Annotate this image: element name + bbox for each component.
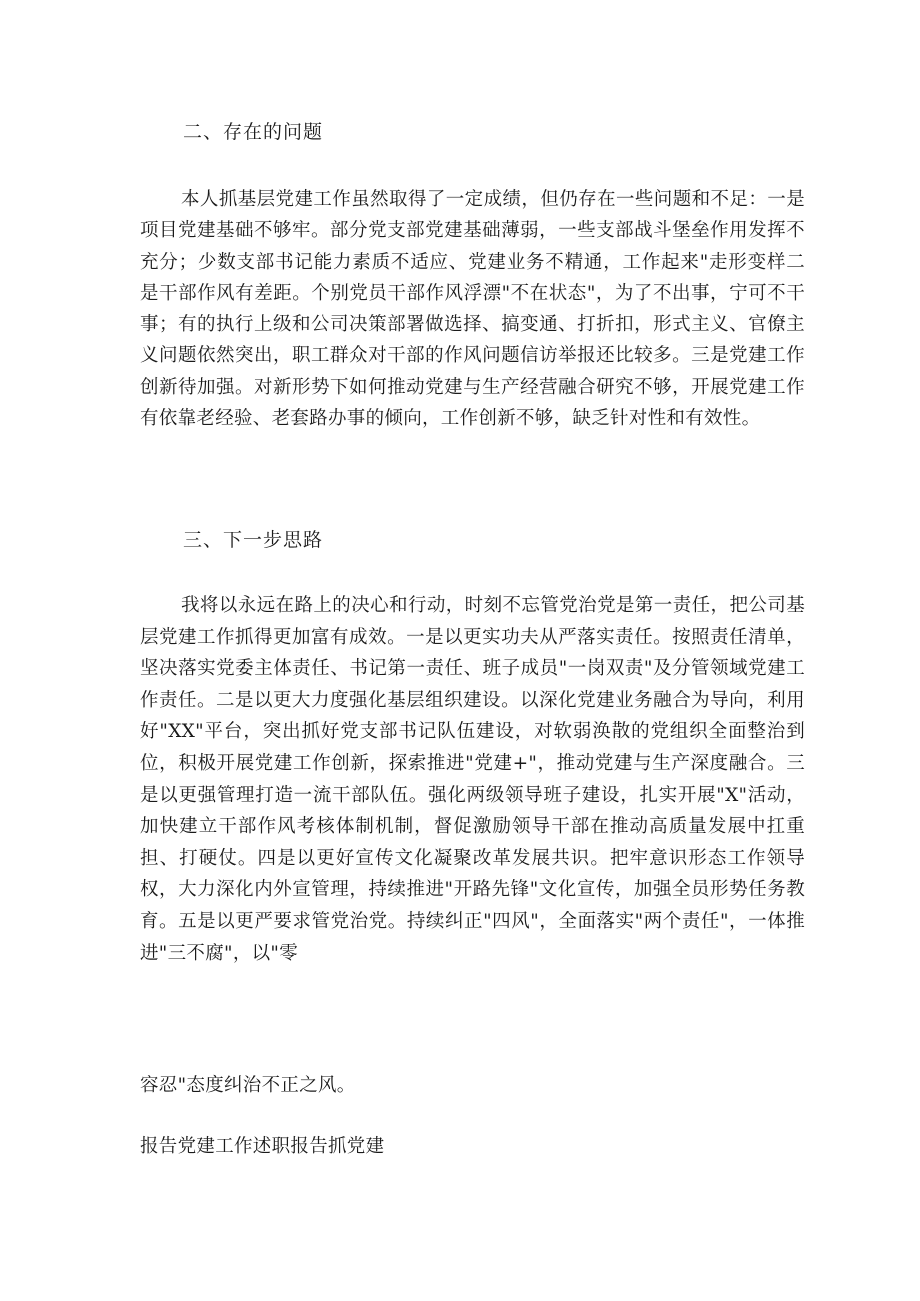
section-heading-problems: 二、存在的问题 <box>183 121 324 143</box>
document-footer-title: 报告党建工作述职报告抓党建 <box>140 1136 385 1157</box>
section-paragraph-next-steps: 我将以永远在路上的决心和行动，时刻不忘管党治党是第一责任，把公司基层党建工作抓得更加富有成效。一是以更实功夫从严落实责任。按照责任清单，坚决落实党委主体责任、书记第一责任、班子成员"一岗双责"及分管领域党建工作责任。二是以更大力度强化基层组织建设。以深化党建业务融合为导向，利用好"XX"平台，突出抓好党支部书记队伍建设，对软弱涣散的党组织全面整治到位，积极开展党建工作创新，探索推进"党建+"，推动党建与生产深度融合。三是以更强管理打造一流干部队伍。强化两级领导班子建设，扎实开展"X"活动，加快建立干部作风考核体制机制，督促激励领导干部在推动高质量发展中扛重担、打硬仗。四是以更好宣传文化凝聚改革发展共识。把牢意识形态工作领导权，大力深化内外宣管理，持续推进"开路先锋"文化宣传，加强全员形势任务教育。五是以更严要求管党治党。持续纠正"四风"，全面落实"两个责任"，一体推进"三不腐"，以"零 <box>140 595 805 964</box>
section-paragraph-problems: 本人抓基层党建工作虽然取得了一定成绩，但仍存在一些问题和不足：一是项目党建基础不够牢。部分党支部党建基础薄弱，一些支部战斗堡垒作用发挥不充分；少数支部书记能力素质不适应、党建业务不精通，工作起来"走形变样二是干部作风有差距。个别党员干部作风浮漂"不在状态"，为了不出事，宁可不干事；有的执行上级和公司决策部署做选择、搞变通、打折扣，形式主义、官僚主义问题依然突出，职工群众对干部的作风问题信访举报还比较多。三是党建工作创新待加强。对新形势下如何推动党建与生产经营融合研究不够，开展党建工作有依靠老经验、老套路办事的倾向，工作创新不够，缺乏针对性和有效性。 <box>140 189 805 430</box>
continuation-text: 容忍"态度纠治不正之风。 <box>140 1075 356 1096</box>
section-heading-next-steps: 三、下一步思路 <box>183 529 324 551</box>
